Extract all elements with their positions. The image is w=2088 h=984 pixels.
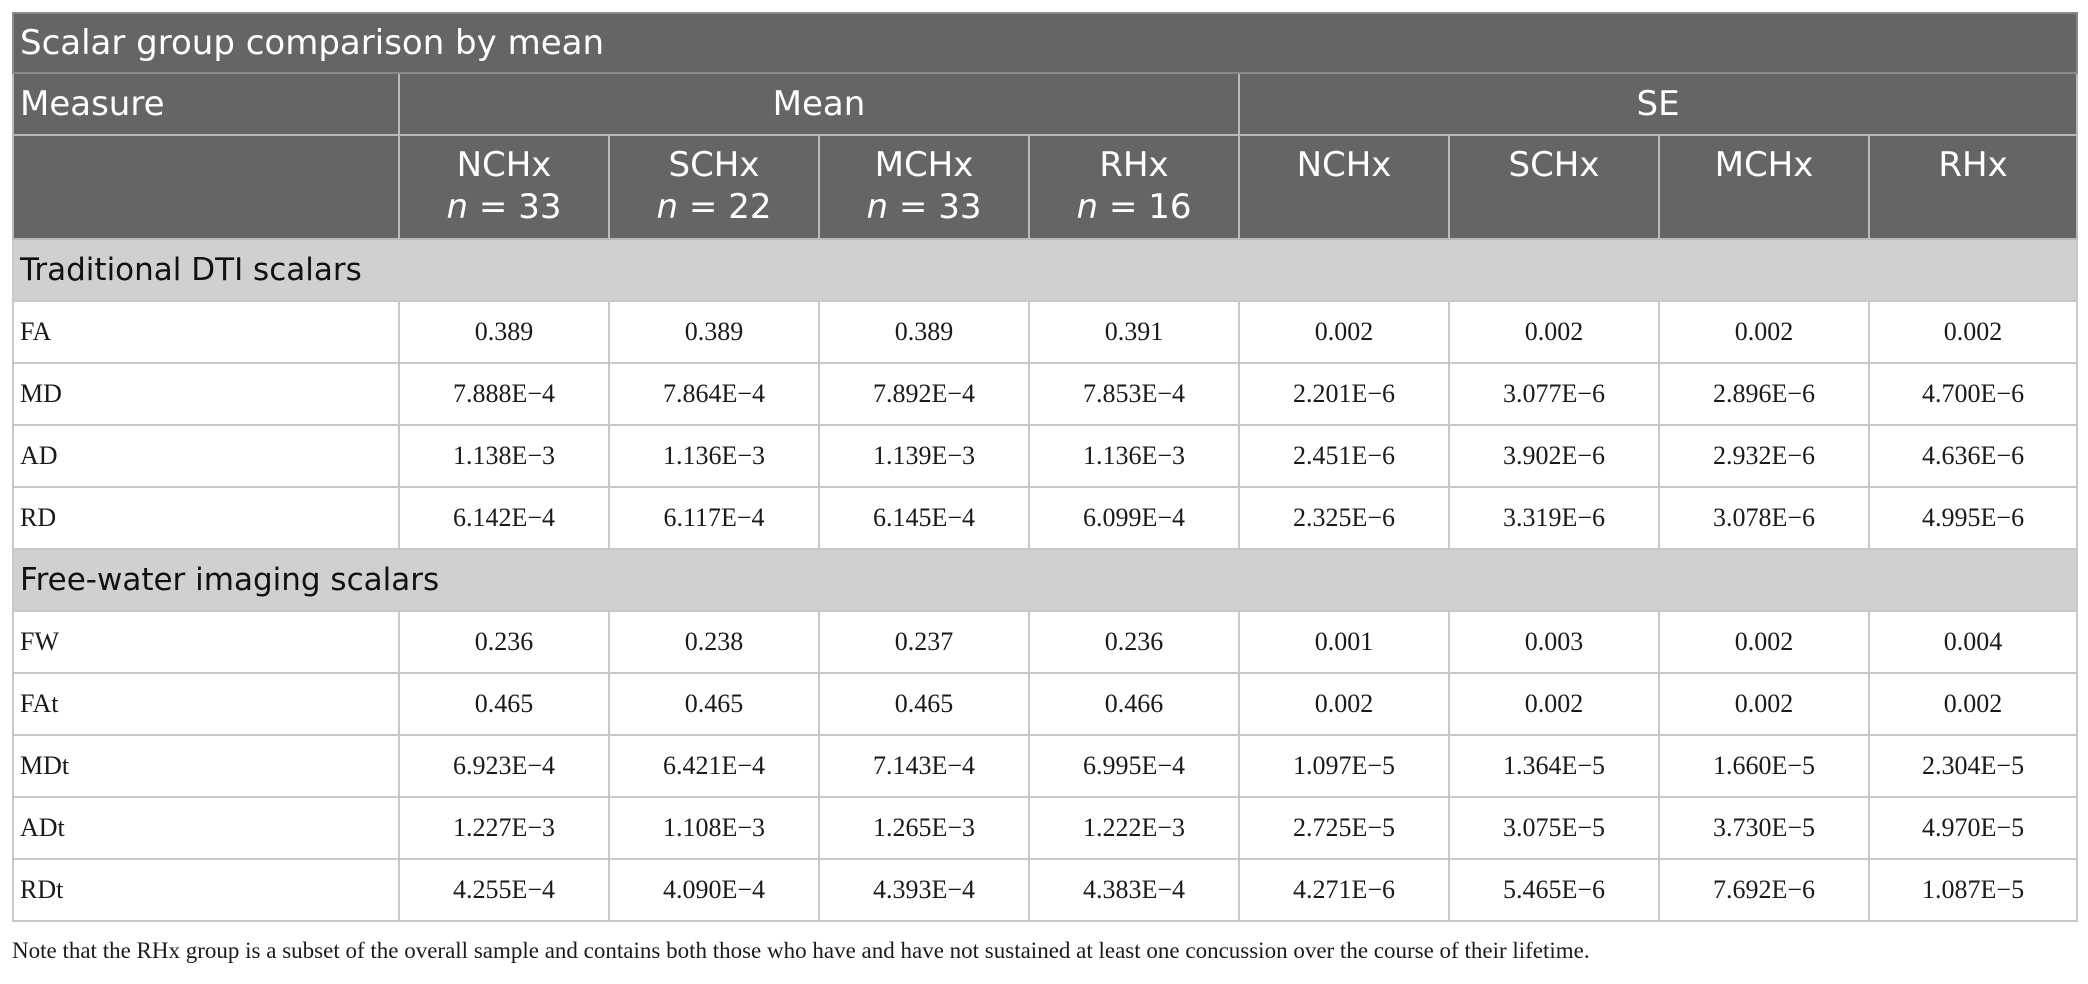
se-value-cell: 0.002 xyxy=(1659,301,1869,363)
n-value: = 33 xyxy=(888,187,982,227)
se-value-cell: 0.002 xyxy=(1659,611,1869,673)
mean-value-cell: 4.255E−4 xyxy=(399,859,609,921)
mean-value-cell: 1.138E−3 xyxy=(399,425,609,487)
mean-value-cell: 1.139E−3 xyxy=(819,425,1029,487)
se-value-cell: 4.636E−6 xyxy=(1869,425,2077,487)
table-row xyxy=(13,301,2077,363)
se-header: SE xyxy=(1239,73,2077,135)
se-value-cell: 5.465E−6 xyxy=(1449,859,1659,921)
se-value-cell: 4.700E−6 xyxy=(1869,363,2077,425)
mean-value-cell: 0.389 xyxy=(609,301,819,363)
blank-header xyxy=(13,135,399,239)
mean-value-cell: 1.227E−3 xyxy=(399,797,609,859)
se-value-cell: 2.451E−6 xyxy=(1239,425,1449,487)
measure-cell: FAt xyxy=(13,673,399,735)
se-value-cell: 4.995E−6 xyxy=(1869,487,2077,549)
scalar-comparison-table xyxy=(12,12,2078,922)
mean-value-cell: 7.888E−4 xyxy=(399,363,609,425)
se-value-cell: 1.097E−5 xyxy=(1239,735,1449,797)
measure-header: Measure xyxy=(13,73,399,135)
mean-group-header xyxy=(399,135,609,239)
mean-value-cell: 0.236 xyxy=(399,611,609,673)
se-value-cell: 3.077E−6 xyxy=(1449,363,1659,425)
mean-value-cell: 1.108E−3 xyxy=(609,797,819,859)
table-row xyxy=(13,859,2077,921)
table-row xyxy=(13,425,2077,487)
mean-value-cell: 6.117E−4 xyxy=(609,487,819,549)
measure-cell: MDt xyxy=(13,735,399,797)
se-value-cell: 0.003 xyxy=(1449,611,1659,673)
group-n xyxy=(400,186,608,228)
se-value-cell: 3.075E−5 xyxy=(1449,797,1659,859)
se-value-cell: 0.002 xyxy=(1659,673,1869,735)
se-value-cell: 3.078E−6 xyxy=(1659,487,1869,549)
mean-value-cell: 1.222E−3 xyxy=(1029,797,1239,859)
mean-value-cell: 0.389 xyxy=(399,301,609,363)
se-value-cell: 0.002 xyxy=(1869,301,2077,363)
table-footnote: Note that the RHx group is a subset of the overall sample and contains both those who have and have not sustained at least one concussion over the course of their lifetime. xyxy=(12,938,1590,963)
mean-value-cell: 6.995E−4 xyxy=(1029,735,1239,797)
se-value-cell: 2.201E−6 xyxy=(1239,363,1449,425)
section-header: Free-water imaging scalars xyxy=(13,549,2077,611)
mean-value-cell: 4.090E−4 xyxy=(609,859,819,921)
group-n xyxy=(1030,186,1238,228)
mean-value-cell: 7.853E−4 xyxy=(1029,363,1239,425)
mean-value-cell: 0.391 xyxy=(1029,301,1239,363)
table-row xyxy=(13,363,2077,425)
table-row xyxy=(13,673,2077,735)
se-value-cell: 3.730E−5 xyxy=(1659,797,1869,859)
group-n xyxy=(820,186,1028,228)
se-value-cell: 0.002 xyxy=(1239,673,1449,735)
se-value-cell: 0.001 xyxy=(1239,611,1449,673)
mean-value-cell: 0.236 xyxy=(1029,611,1239,673)
se-value-cell: 0.002 xyxy=(1449,673,1659,735)
table-body xyxy=(13,239,2077,921)
mean-value-cell: 1.265E−3 xyxy=(819,797,1029,859)
se-value-cell: 7.692E−6 xyxy=(1659,859,1869,921)
se-group-header: NCHx xyxy=(1239,135,1449,239)
se-value-cell: 4.271E−6 xyxy=(1239,859,1449,921)
se-value-cell: 0.002 xyxy=(1449,301,1659,363)
table-title: Scalar group comparison by mean xyxy=(13,13,2077,73)
se-value-cell: 0.002 xyxy=(1869,673,2077,735)
mean-value-cell: 1.136E−3 xyxy=(609,425,819,487)
se-value-cell: 3.902E−6 xyxy=(1449,425,1659,487)
group-name: RHx xyxy=(1099,145,1169,185)
se-value-cell: 0.004 xyxy=(1869,611,2077,673)
se-group-header: SCHx xyxy=(1449,135,1659,239)
n-symbol: n xyxy=(866,187,889,227)
se-group-header: RHx xyxy=(1869,135,2077,239)
mean-value-cell: 0.465 xyxy=(609,673,819,735)
measure-cell: ADt xyxy=(13,797,399,859)
mean-group-header xyxy=(609,135,819,239)
table-row xyxy=(13,611,2077,673)
se-value-cell: 1.364E−5 xyxy=(1449,735,1659,797)
mean-value-cell: 0.389 xyxy=(819,301,1029,363)
mean-value-cell: 7.864E−4 xyxy=(609,363,819,425)
se-value-cell: 4.970E−5 xyxy=(1869,797,2077,859)
n-symbol: n xyxy=(656,187,679,227)
mean-header: Mean xyxy=(399,73,1239,135)
mean-value-cell: 1.136E−3 xyxy=(1029,425,1239,487)
n-value: = 22 xyxy=(678,187,772,227)
n-value: = 33 xyxy=(468,187,562,227)
mean-value-cell: 6.421E−4 xyxy=(609,735,819,797)
measure-cell: FA xyxy=(13,301,399,363)
mean-value-cell: 4.383E−4 xyxy=(1029,859,1239,921)
se-value-cell: 2.304E−5 xyxy=(1869,735,2077,797)
table-row xyxy=(13,797,2077,859)
mean-value-cell: 6.142E−4 xyxy=(399,487,609,549)
mean-value-cell: 4.393E−4 xyxy=(819,859,1029,921)
group-n xyxy=(610,186,818,228)
section-header: Traditional DTI scalars xyxy=(13,239,2077,301)
group-name: MCHx xyxy=(874,145,974,185)
se-value-cell: 2.325E−6 xyxy=(1239,487,1449,549)
n-symbol: n xyxy=(446,187,469,227)
measure-cell: RDt xyxy=(13,859,399,921)
se-value-cell: 0.002 xyxy=(1239,301,1449,363)
n-value: = 16 xyxy=(1098,187,1192,227)
mean-group-header xyxy=(1029,135,1239,239)
mean-value-cell: 7.892E−4 xyxy=(819,363,1029,425)
measure-cell: RD xyxy=(13,487,399,549)
mean-group-header xyxy=(819,135,1029,239)
se-value-cell: 1.087E−5 xyxy=(1869,859,2077,921)
group-name: NCHx xyxy=(456,145,552,185)
se-value-cell: 1.660E−5 xyxy=(1659,735,1869,797)
n-symbol: n xyxy=(1076,187,1099,227)
se-value-cell: 3.319E−6 xyxy=(1449,487,1659,549)
mean-value-cell: 0.466 xyxy=(1029,673,1239,735)
table-row xyxy=(13,487,2077,549)
se-value-cell: 2.896E−6 xyxy=(1659,363,1869,425)
se-value-cell: 2.932E−6 xyxy=(1659,425,1869,487)
table-row xyxy=(13,735,2077,797)
mean-value-cell: 6.145E−4 xyxy=(819,487,1029,549)
mean-value-cell: 0.465 xyxy=(399,673,609,735)
mean-value-cell: 7.143E−4 xyxy=(819,735,1029,797)
se-group-header: MCHx xyxy=(1659,135,1869,239)
mean-value-cell: 6.099E−4 xyxy=(1029,487,1239,549)
mean-value-cell: 0.238 xyxy=(609,611,819,673)
table-container xyxy=(12,12,2076,964)
measure-cell: MD xyxy=(13,363,399,425)
mean-value-cell: 6.923E−4 xyxy=(399,735,609,797)
se-value-cell: 2.725E−5 xyxy=(1239,797,1449,859)
group-name: SCHx xyxy=(668,145,760,185)
measure-cell: FW xyxy=(13,611,399,673)
mean-value-cell: 0.465 xyxy=(819,673,1029,735)
measure-cell: AD xyxy=(13,425,399,487)
mean-value-cell: 0.237 xyxy=(819,611,1029,673)
